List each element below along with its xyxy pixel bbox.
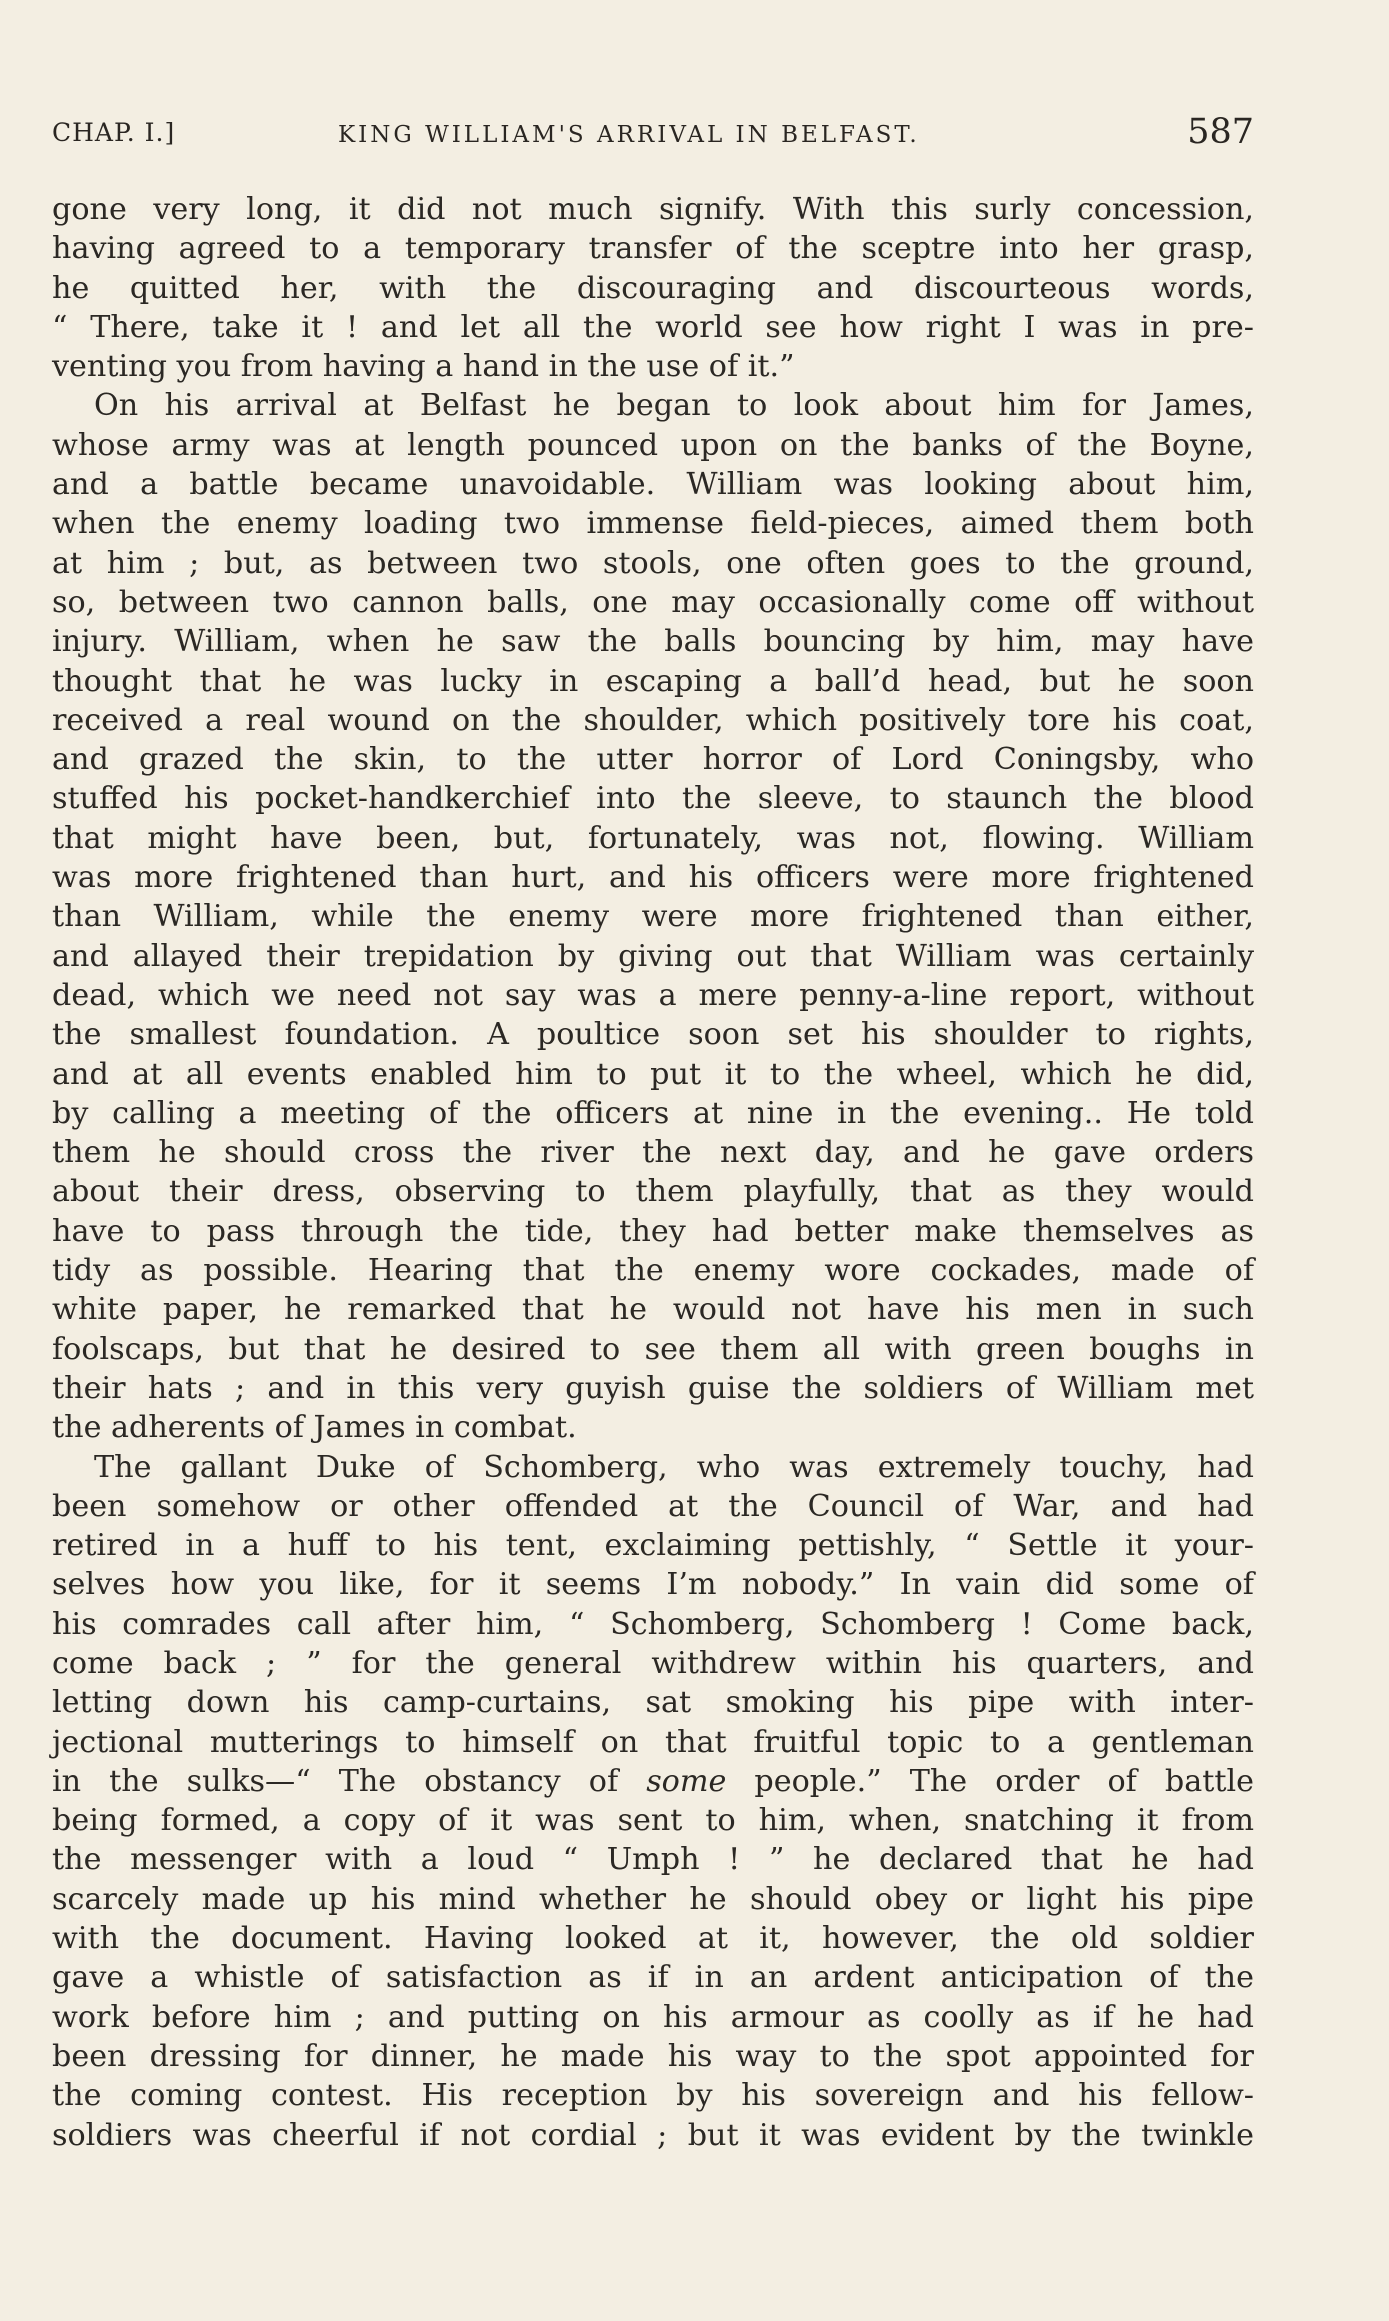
text-line: in the sulks—“ The obstancy of some people.” The order of battle: [52, 1763, 1254, 1799]
text-line: letting down his camp-curtains, sat smoking his pipe with inter-: [52, 1685, 1254, 1721]
text-line: “ There, take it ! and let all the world see how right I was in pre-: [52, 309, 1254, 345]
text-line: being formed, a copy of it was sent to him, when, snatching it from: [52, 1803, 1254, 1839]
text-line: and a battle became unavoidable. William was looking about him,: [52, 467, 1254, 503]
text-line: so, between two cannon balls, one may occasionally come off without: [52, 584, 1254, 620]
text-line: retired in a huff to his tent, exclaiming pettishly, “ Settle it your-: [52, 1528, 1254, 1564]
text-line: the smallest foundation. A poultice soon set his shoulder to rights,: [52, 1017, 1254, 1053]
text-line: the messenger with a loud “ Umph ! ” he declared that he had: [52, 1842, 1254, 1878]
text-line: than William, while the enemy were more frightened than either,: [52, 899, 1254, 935]
text-line: with the document. Having looked at it, however, the old soldier: [52, 1921, 1254, 1957]
text-line: by calling a meeting of the officers at nine in the evening.. He told: [52, 1095, 1254, 1131]
running-header: [52, 112, 1254, 162]
text-line: about their dress, observing to them playfully, that as they would: [52, 1174, 1254, 1210]
text-line: stuffed his pocket-handkerchief into the sleeve, to staunch the blood: [52, 781, 1254, 817]
text-line: On his arrival at Belfast he began to look about him for James,: [94, 388, 1254, 424]
text-line: The gallant Duke of Schomberg, who was extremely touchy, had: [94, 1449, 1254, 1485]
text-line: was more frightened than hurt, and his officers were more frightened: [52, 860, 1254, 896]
running-title: KING WILLIAM'S ARRIVAL IN BELFAST.: [338, 122, 920, 148]
text-line: and grazed the skin, to the utter horror of Lord Coningsby, who: [52, 742, 1254, 778]
text-line: that might have been, but, fortunately, was not, flowing. William: [52, 820, 1254, 856]
text-line: and at all events enabled him to put it to the wheel, which he did,: [52, 1056, 1254, 1092]
text-line: gone very long, it did not much signify. With this surly concession,: [52, 192, 1254, 227]
text-line: jectional mutterings to himself on that fruitful topic to a gentleman: [52, 1724, 1254, 1760]
text-line: their hats ; and in this very guyish guise the soldiers of William met: [52, 1370, 1254, 1406]
text-line: gave a whistle of satisfaction as if in an ardent anticipation of the: [52, 1960, 1254, 1996]
text-line: have to pass through the tide, they had better make themselves as: [52, 1213, 1254, 1249]
text-line: been somehow or other offended at the Council of War, and had: [52, 1488, 1254, 1524]
text-line: the coming contest. His reception by his sovereign and his fellow-: [52, 2078, 1254, 2114]
text-line: come back ; ” for the general withdrew within his quarters, and: [52, 1645, 1254, 1681]
text-line: received a real wound on the shoulder, which positively tore his coat,: [52, 702, 1254, 738]
text-line: venting you from having a hand in the use of it.”: [52, 349, 795, 385]
text-line: scarcely made up his mind whether he should obey or light his pipe: [52, 1881, 1254, 1917]
text-line: his comrades call after him, “ Schomberg, Schomberg ! Come back,: [52, 1606, 1254, 1642]
text-line: been dressing for dinner, he made his way to the spot appointed for: [52, 2038, 1254, 2074]
chapter-label: CHAP. I.]: [52, 118, 176, 147]
text-line: dead, which we need not say was a mere penny-a-line report, without: [52, 977, 1254, 1013]
text-line: tidy as possible. Hearing that the enemy wore cockades, made of: [52, 1253, 1254, 1289]
page-number: 587: [1187, 112, 1254, 152]
text-line: and allayed their trepidation by giving out that William was certainly: [52, 938, 1254, 974]
text-line: selves how you like, for it seems I’m nobody.” In vain did some of: [52, 1567, 1254, 1603]
text-line: injury. William, when he saw the balls bouncing by him, may have: [52, 624, 1254, 660]
text-line: whose army was at length pounced upon on the banks of the Boyne,: [52, 427, 1254, 463]
text-line: them he should cross the river the next day, and he gave orders: [52, 1135, 1254, 1171]
text-line: when the enemy loading two immense field-pieces, aimed them both: [52, 506, 1254, 542]
text-line: at him ; but, as between two stools, one often goes to the ground,: [52, 545, 1254, 581]
text-line: the adherents of James in combat.: [52, 1410, 577, 1446]
text-line: soldiers was cheerful if not cordial ; but it was evident by the twinkle: [52, 2117, 1254, 2153]
text-line: having agreed to a temporary transfer of the sceptre into her grasp,: [52, 231, 1254, 267]
text-line: white paper, he remarked that he would not have his men in such: [52, 1292, 1254, 1328]
text-line: he quitted her, with the discouraging and discourteous words,: [52, 270, 1254, 306]
text-line: foolscaps, but that he desired to see them all with green boughs in: [52, 1331, 1254, 1367]
text-line: work before him ; and putting on his armour as coolly as if he had: [52, 1999, 1254, 2035]
text-line: thought that he was lucky in escaping a ball’d head, but he soon: [52, 663, 1254, 699]
body-text: [52, 190, 1254, 2155]
